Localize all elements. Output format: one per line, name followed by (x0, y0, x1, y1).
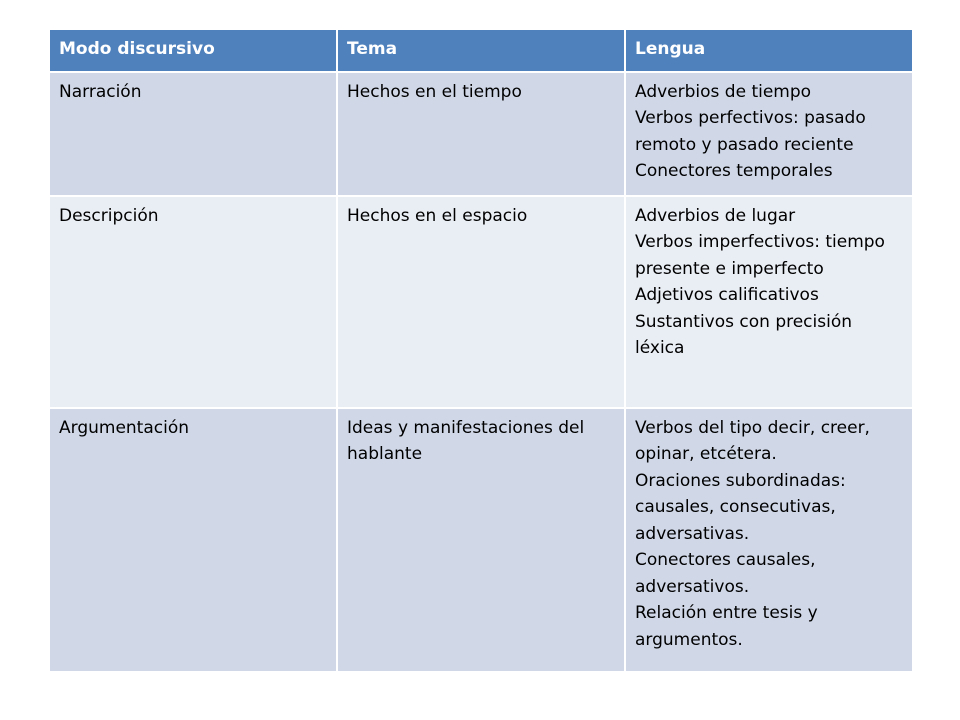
cell-lengua: Adverbios de tiempo Verbos perfectivos: pasado remoto y pasado reciente Conectores temporales (625, 72, 913, 196)
table-row (49, 72, 913, 196)
cell-tema: Hechos en el tiempo (337, 72, 625, 196)
cell-modo: Narración (49, 72, 337, 196)
cell-tema: Ideas y manifestaciones del hablante (337, 408, 625, 672)
table-row (49, 408, 913, 672)
cell-modo: Argumentación (49, 408, 337, 672)
table-row (49, 196, 913, 408)
cell-modo: Descripción (49, 196, 337, 408)
header-lengua: Lengua (625, 29, 913, 72)
cell-tema: Hechos en el espacio (337, 196, 625, 408)
cell-lengua: Verbos del tipo decir, creer, opinar, etcétera. Oraciones subordinadas: causales, consecutivas, adversativas. Conectores causales, adversativos. Relación entre tesis y argumentos. (625, 408, 913, 672)
cell-lengua: Adverbios de lugar Verbos imperfectivos: tiempo presente e imperfecto Adjetivos calificativos Sustantivos con precisión léxica (625, 196, 913, 408)
discourse-modes-table (48, 28, 914, 673)
header-modo-discursivo: Modo discursivo (49, 29, 337, 72)
table-header-row (49, 29, 913, 72)
header-tema: Tema (337, 29, 625, 72)
